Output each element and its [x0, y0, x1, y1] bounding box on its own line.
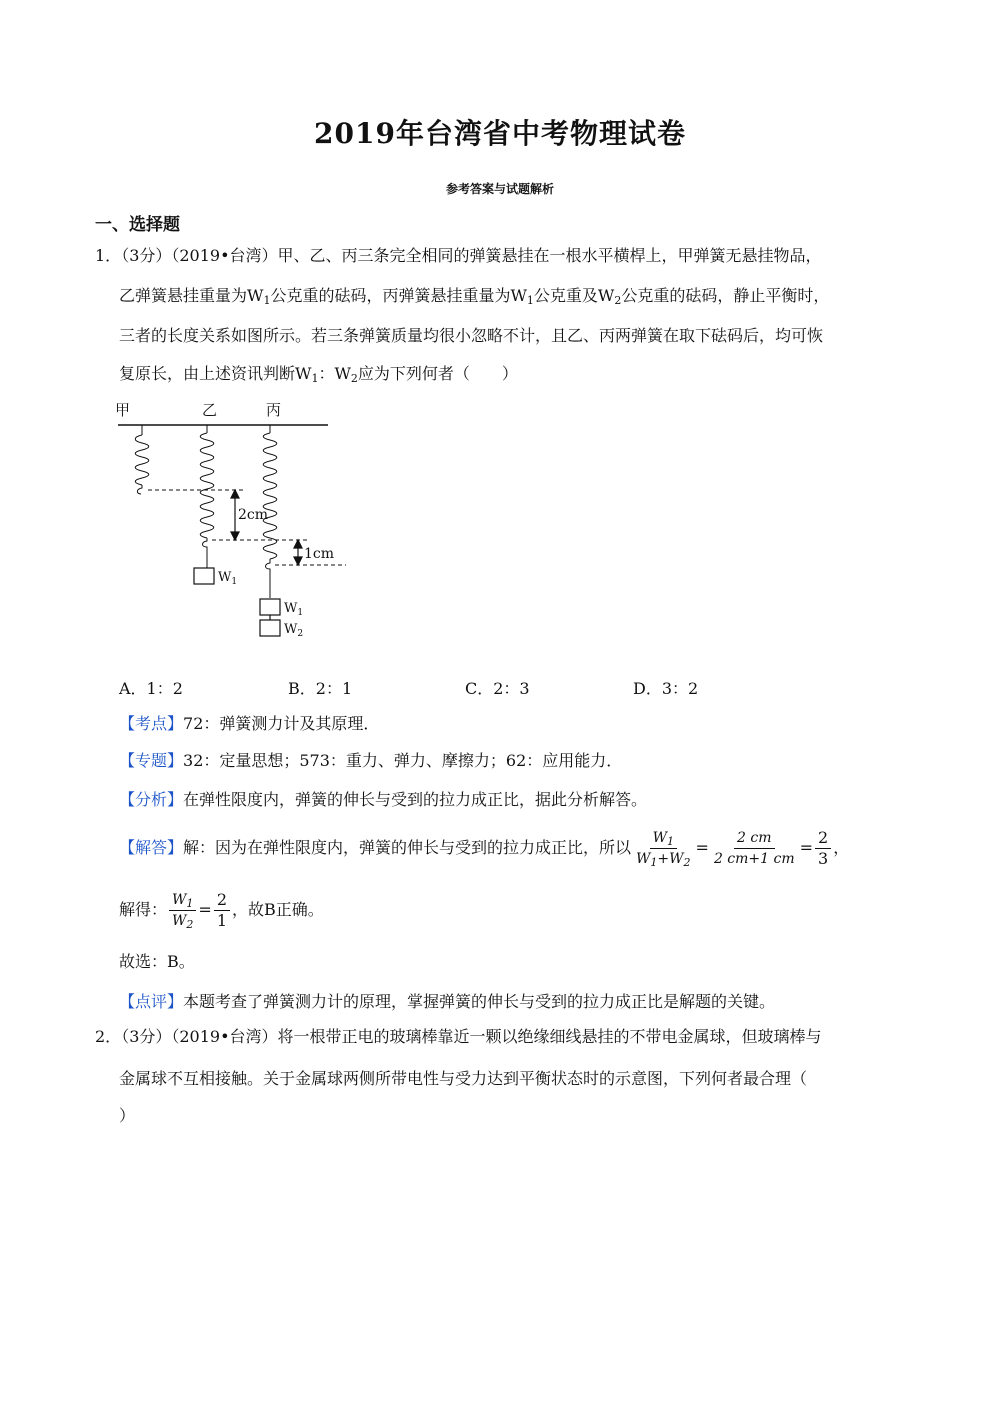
fraction-cm: $\frac{2 cm}{2 cm+1 cm}$: [713, 829, 795, 867]
jieda-tag: 【解答】: [119, 838, 184, 857]
q1-text: 应为下列何者（ ）: [357, 364, 518, 383]
q2-line3: ）: [119, 1106, 136, 1125]
subscript: 1: [311, 372, 319, 385]
conclusion-text: ，故B正确。: [232, 900, 324, 919]
option-b: B．2：1: [288, 679, 353, 698]
equals-sign: =: [799, 838, 814, 857]
fraction-w1-over-sum: $\frac{W_1}{W_1+W_2}$: [636, 829, 691, 869]
q1-line2: [119, 284, 829, 308]
q1-text: 甲、乙、丙三条完全相同的弹簧悬挂在一根水平横桿上，甲弹簧无悬挂物品，: [277, 246, 822, 265]
label-yi: 乙: [202, 401, 218, 419]
spring-yi: [200, 425, 214, 568]
fenxi-tag: 【分析】: [119, 790, 184, 809]
spring-diagram: [110, 398, 360, 648]
q2-line1: [95, 1025, 822, 1049]
q1-line4: [119, 362, 518, 386]
fenxi-row: [119, 788, 647, 812]
q2-meta: （3分）（2019•台湾）: [121, 1027, 278, 1046]
dianping-tag: 【点评】: [119, 992, 184, 1011]
dianping-row: [119, 990, 775, 1014]
spring-jia: [135, 425, 149, 494]
equals-sign: =: [695, 838, 709, 857]
page-title: 2019年台湾省中考物理试卷: [314, 117, 686, 150]
jiede-text: 解得：: [119, 900, 168, 919]
q2-text: 将一根带正电的玻璃棒靠近一颗以绝缘细线悬挂的不带电金属球，但玻璃棒与: [277, 1027, 822, 1046]
q1-text: 公克重及W: [533, 286, 615, 305]
fraction-2-3: $\frac{2}{3}$: [815, 829, 831, 868]
comma: ，: [833, 838, 850, 857]
subscript: 2: [350, 372, 358, 385]
weight-block-w1-yi: [194, 568, 214, 584]
q1-text: 公克重的砝码，丙弹簧悬挂重量为W: [270, 286, 527, 305]
subscript: 1: [263, 294, 271, 307]
q1-text: ：W: [318, 364, 351, 383]
option-c: C．2：3: [465, 679, 530, 698]
kaodian-tag: 【考点】: [119, 714, 184, 733]
subscript: 2: [614, 294, 622, 307]
fenxi-text: 在弹性限度内，弹簧的伸长与受到的拉力成正比，据此分析解答。: [183, 790, 648, 809]
kaodian-row: [119, 712, 379, 736]
q1-text: 乙弹簧悬挂重量为W: [119, 286, 264, 305]
label-jia: 甲: [115, 401, 131, 419]
q2-number: 2．: [95, 1027, 122, 1046]
zhuanti-text: 32：定量思想；573：重力、弹力、摩擦力；62：应用能力．: [183, 751, 623, 770]
fraction-2-1: $\frac{2}{1}$: [214, 891, 230, 930]
dimension-label-1cm: 1cm: [304, 546, 335, 562]
subscript: 1: [526, 294, 534, 307]
jiede-row: [119, 884, 324, 936]
jieda-row: [119, 822, 849, 874]
q1-number: 1．: [95, 246, 122, 265]
weight-label-w2: $W_2$: [284, 622, 304, 639]
weight-block-w2-bing: [260, 620, 280, 636]
dianping-text: 本题考查了弹簧测力计的原理，掌握弹簧的伸长与受到的拉力成正比是解题的关键。: [183, 992, 776, 1011]
q1-line3: 三者的长度关系如图所示。若三条弹簧质量均很小忽略不计，且乙、丙两弹簧在取下砝码后，均可恢: [119, 326, 824, 345]
q2-line2: 金属球不互相接触。关于金属球两侧所带电性与受力达到平衡状态时的示意图，下列何者最合理（: [119, 1069, 808, 1088]
dimension-label-2cm: 2cm: [238, 507, 269, 523]
zhuanti-row: [119, 749, 622, 773]
option-d: D．3：2: [633, 679, 699, 698]
q1-meta: （3分）（2019•台湾）: [121, 246, 278, 265]
fraction-w1-w2: $\frac{W_1}{W_2}$: [169, 891, 196, 930]
q1-text: 公克重的砝码，静止平衡时，: [621, 286, 830, 305]
label-bing: 丙: [266, 401, 282, 419]
section-heading: 一、选择题: [95, 215, 180, 235]
equals-sign: =: [198, 900, 212, 919]
page-subtitle: 参考答案与试题解析: [445, 182, 554, 196]
weight-block-w1-bing: [260, 599, 280, 615]
dimension-arrows: [231, 490, 302, 565]
jieda-text: 解：因为在弹性限度内，弹簧的伸长与受到的拉力成正比，所以: [183, 838, 632, 857]
option-a: A．1：2: [119, 679, 183, 698]
weight-label-w1: $W_1$: [284, 601, 304, 618]
q1-line1: [95, 244, 822, 268]
zhuanti-tag: 【专题】: [119, 751, 184, 770]
weight-label-w1: $W_1$: [218, 570, 238, 587]
kaodian-text: 72：弹簧测力计及其原理．: [183, 714, 380, 733]
q1-text: 复原长，由上述资讯判断W: [119, 364, 312, 383]
guxuan-row: 故选：B。: [119, 952, 195, 971]
